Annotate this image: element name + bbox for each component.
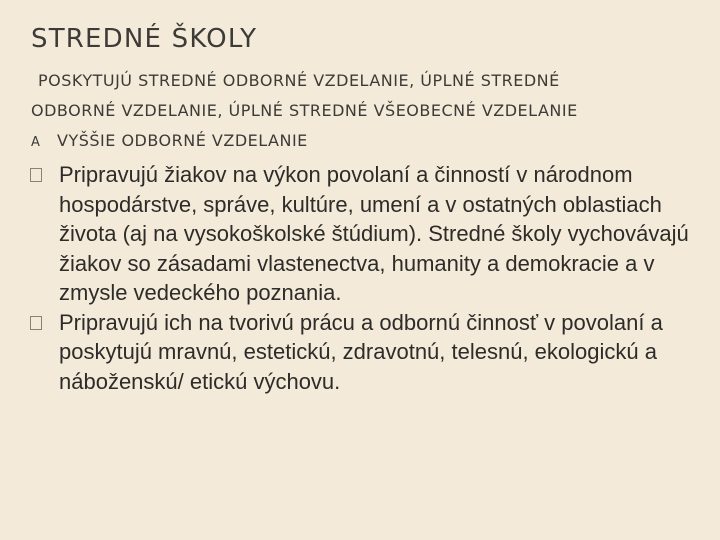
subtitle-bullet-icon: A — [31, 135, 41, 150]
slide-subtitle — [31, 66, 701, 158]
bullet-item-text: Pripravujú žiakov na výkon povolaní a činností v národnom hospodárstve, správe, kultúre, umení a v ostatných oblastiach života (aj na vysokoškolské štúdium). Stredné školy vychovávajú žiakov so zásadami vlastenectva, humanity a demokracie a v zmysle vedeckého poznania. — [59, 162, 689, 305]
subtitle-line-2: ODBORNÉ VZDELANIE, ÚPLNÉ STREDNÉ VŠEOBECNÉ VZDELANIE — [31, 101, 578, 120]
bullet-list — [30, 160, 705, 396]
bullet-item-2 — [30, 308, 705, 397]
bullet-item-text: Pripravujú ich na tvorivú prácu a odbornú činnosť v povolaní a poskytujú mravnú, estetickú, zdravotnú, telesnú, ekologickú a náboženskú/ etickú výchovu. — [59, 309, 663, 394]
bullet-item-1 — [30, 160, 705, 308]
subtitle-line-3 — [31, 126, 701, 158]
subtitle-line-1: POSKYTUJÚ STREDNÉ ODBORNÉ VZDELANIE, ÚPLNÉ STREDNÉ — [38, 71, 560, 90]
slide-title: STREDNÉ ŠKOLY — [31, 24, 258, 54]
bullet-box-icon — [30, 316, 42, 330]
bullet-box-icon — [30, 168, 42, 182]
subtitle-line-3-text: VYŠŠIE ODBORNÉ VZDELANIE — [57, 131, 308, 150]
